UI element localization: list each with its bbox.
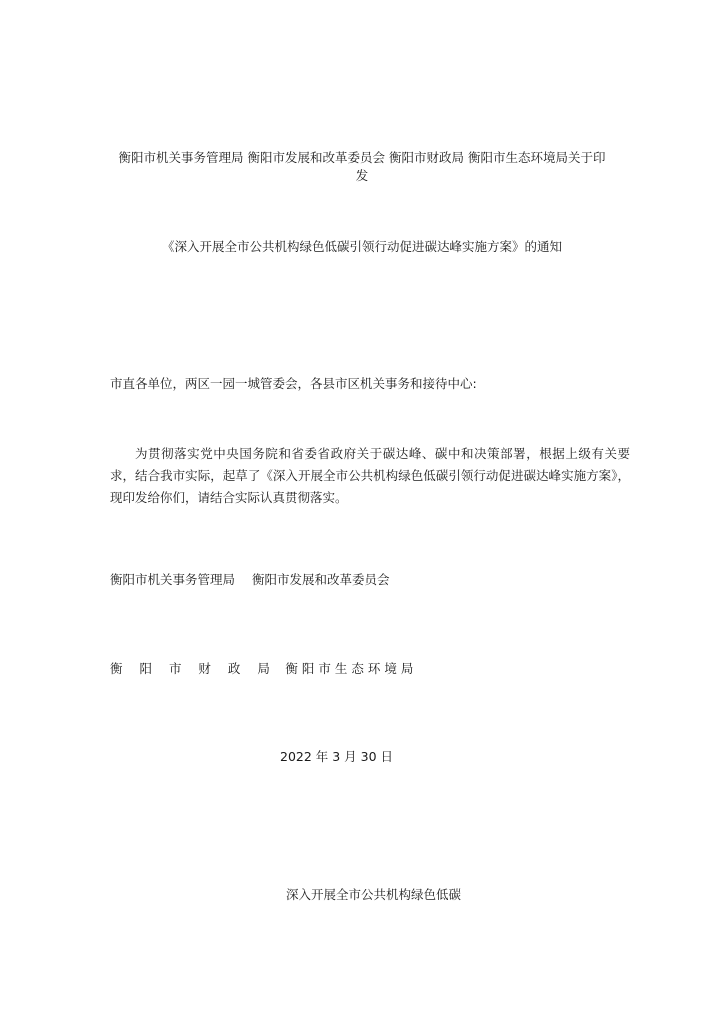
issue-date: 2022 年 3 月 30 日 — [280, 749, 394, 764]
notice-title-line-2: 发 — [355, 168, 369, 183]
signer-agency-3: 衡 阳 市 财 政 局 — [110, 661, 272, 676]
signer-row-2 — [110, 660, 417, 678]
notice-title-line-1: 衡阳市机关事务管理局 衡阳市发展和改革委员会 衡阳市财政局 衡阳市生态环境局关于印 — [118, 150, 606, 165]
notice-title-line-3: 《深入开展全市公共机构绿色低碳引领行动促进碳达峰实施方案》的通知 — [161, 239, 562, 254]
salutation: 市直各单位，两区一园一城管委会，各县市区机关事务和接待中心: — [110, 376, 477, 391]
body-paragraph: 为贯彻落实党中央国务院和省委省政府关于碳达峰、碳中和决策部署，根据上级有关要求，结合我市实际，起草了《深入开展全市公共机构绿色低碳引领行动促进碳达峰实施方案》，现印发给你们，请结合实际认真贯彻落实。 — [110, 446, 630, 505]
signer-agency-1: 衡阳市机关事务管理局 — [110, 572, 236, 587]
next-section-title: 深入开展全市公共机构绿色低碳 — [286, 887, 462, 902]
signer-agency-4: 衡阳市生态环境局 — [285, 661, 418, 676]
signer-agency-2: 衡阳市发展和改革委员会 — [252, 572, 390, 587]
signer-row-1 — [110, 571, 390, 589]
